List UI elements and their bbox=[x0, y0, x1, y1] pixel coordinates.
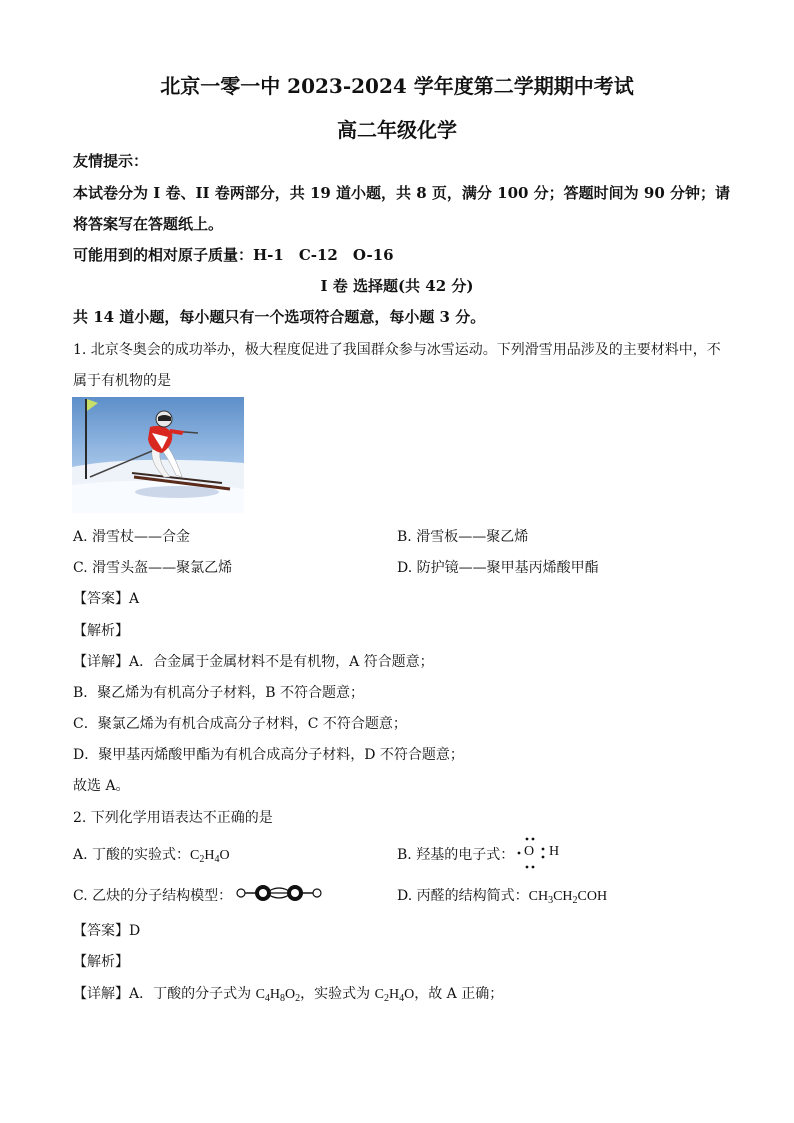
q2-option-b bbox=[397, 844, 514, 864]
empirical-formula bbox=[375, 987, 415, 1002]
subscript: 2 bbox=[572, 895, 578, 906]
atomic-masses: 可能用到的相对原子质量：H-1 C-12 O-16 bbox=[73, 246, 394, 264]
q1-analysis-label: 【解析】 bbox=[73, 623, 129, 639]
exam-title: 北京一零一中 2023-2024 学年度第二学期期中考试 bbox=[160, 74, 634, 98]
q1-option-c: C. 滑雪头盔——聚氯乙烯 bbox=[73, 560, 233, 576]
notice-heading: 友情提示： bbox=[73, 152, 149, 170]
subscript: 4 bbox=[264, 993, 270, 1004]
detail-text: 【详解】A．丁酸的分子式为 bbox=[73, 986, 256, 1002]
q1-detail-line-2: B．聚乙烯为有机高分子材料，B 不符合题意； bbox=[73, 685, 365, 701]
q1-stem-line-1: 1. 北京冬奥会的成功举办，极大程度促进了我国群众参与冰雪运动。下列滑雪用品涉及的主要材料中，不 bbox=[73, 342, 721, 358]
notice-line-2: 将答案写在答题纸上。 bbox=[73, 215, 224, 233]
hydroxyl-electron-formula bbox=[515, 836, 565, 870]
q2-option-d bbox=[397, 885, 607, 906]
subscript: 3 bbox=[548, 895, 554, 906]
q1-option-d: D. 防护镜——聚甲基丙烯酸甲酯 bbox=[397, 560, 599, 576]
subscript: 8 bbox=[280, 993, 286, 1004]
subscript: 2 bbox=[383, 993, 389, 1004]
atom-o: O bbox=[404, 987, 415, 1002]
q1-answer bbox=[73, 588, 139, 608]
notice-line-1: 本试卷分为 I 卷、II 卷两部分，共 19 道小题，共 8 页，满分 100 分；答题时间为 90 分钟；请 bbox=[73, 184, 730, 202]
q2-detail-line-1 bbox=[73, 983, 503, 1004]
q1-answer-value: A bbox=[129, 591, 140, 607]
q2-option-a-label: A. 丁酸的实验式： bbox=[73, 847, 191, 863]
section-title: I 卷 选择题(共 42 分) bbox=[320, 277, 474, 295]
exam-subtitle: 高二年级化学 bbox=[337, 118, 457, 142]
atom-h: H bbox=[388, 987, 400, 1002]
q1-detail-line-3: C．聚氯乙烯为有机合成高分子材料，C 不符合题意； bbox=[73, 716, 407, 732]
atom-h: H bbox=[204, 848, 215, 863]
subscript: 4 bbox=[214, 854, 220, 865]
detail-text: ，故 A 正确； bbox=[414, 986, 504, 1002]
atom-c: C bbox=[374, 987, 384, 1002]
q1-detail-line-5: 故选 A。 bbox=[73, 778, 130, 794]
q2-option-a-formula bbox=[190, 848, 230, 863]
atom-o: O bbox=[285, 987, 296, 1002]
skier-photo bbox=[72, 397, 244, 513]
q2-option-d-formula bbox=[529, 889, 607, 904]
molecular-formula bbox=[256, 987, 301, 1002]
subscript: 4 bbox=[399, 993, 405, 1004]
q2-option-c-label: C. 乙炔的分子结构模型： bbox=[73, 888, 233, 904]
q1-stem-line-2: 属于有机物的是 bbox=[73, 373, 171, 389]
atom-c: C bbox=[190, 848, 200, 863]
q2-option-d-label: D. 丙醛的结构简式： bbox=[397, 888, 529, 904]
group-ch: CH bbox=[553, 889, 573, 904]
q2-analysis-label: 【解析】 bbox=[73, 954, 129, 970]
section-instruction: 共 14 道小题，每小题只有一个选项符合题意，每小题 3 分。 bbox=[73, 308, 486, 326]
q2-option-c bbox=[73, 885, 232, 905]
group-coh: COH bbox=[577, 889, 608, 904]
subscript: 2 bbox=[295, 993, 301, 1004]
atom-o: O bbox=[524, 844, 535, 859]
q2-answer-value: D bbox=[129, 923, 141, 939]
q2-stem: 2. 下列化学用语表达不正确的是 bbox=[73, 810, 273, 826]
q1-answer-label: 【答案】 bbox=[73, 591, 129, 607]
q2-answer bbox=[73, 920, 140, 940]
q1-detail-line-4: D．聚甲基丙烯酸甲酯为有机合成高分子材料，D 不符合题意； bbox=[73, 747, 464, 763]
acetylene-model bbox=[236, 882, 322, 904]
q1-detail-line-1: 【详解】A．合金属于金属材料不是有机物，A 符合题意； bbox=[73, 654, 434, 670]
detail-text: ，实验式为 bbox=[300, 986, 375, 1002]
atom-c: C bbox=[255, 987, 265, 1002]
atom-h: H bbox=[549, 844, 560, 859]
q2-answer-label: 【答案】 bbox=[73, 923, 129, 939]
q2-option-b-label: B. 羟基的电子式： bbox=[397, 847, 515, 863]
subscript: 2 bbox=[199, 854, 205, 865]
q1-option-b: B. 滑雪板——聚乙烯 bbox=[397, 529, 529, 545]
q1-option-a: A. 滑雪杖——合金 bbox=[73, 529, 191, 545]
atom-o: O bbox=[219, 848, 230, 863]
group-ch: CH bbox=[528, 889, 549, 904]
atom-h: H bbox=[269, 987, 281, 1002]
q2-option-a bbox=[73, 844, 230, 865]
